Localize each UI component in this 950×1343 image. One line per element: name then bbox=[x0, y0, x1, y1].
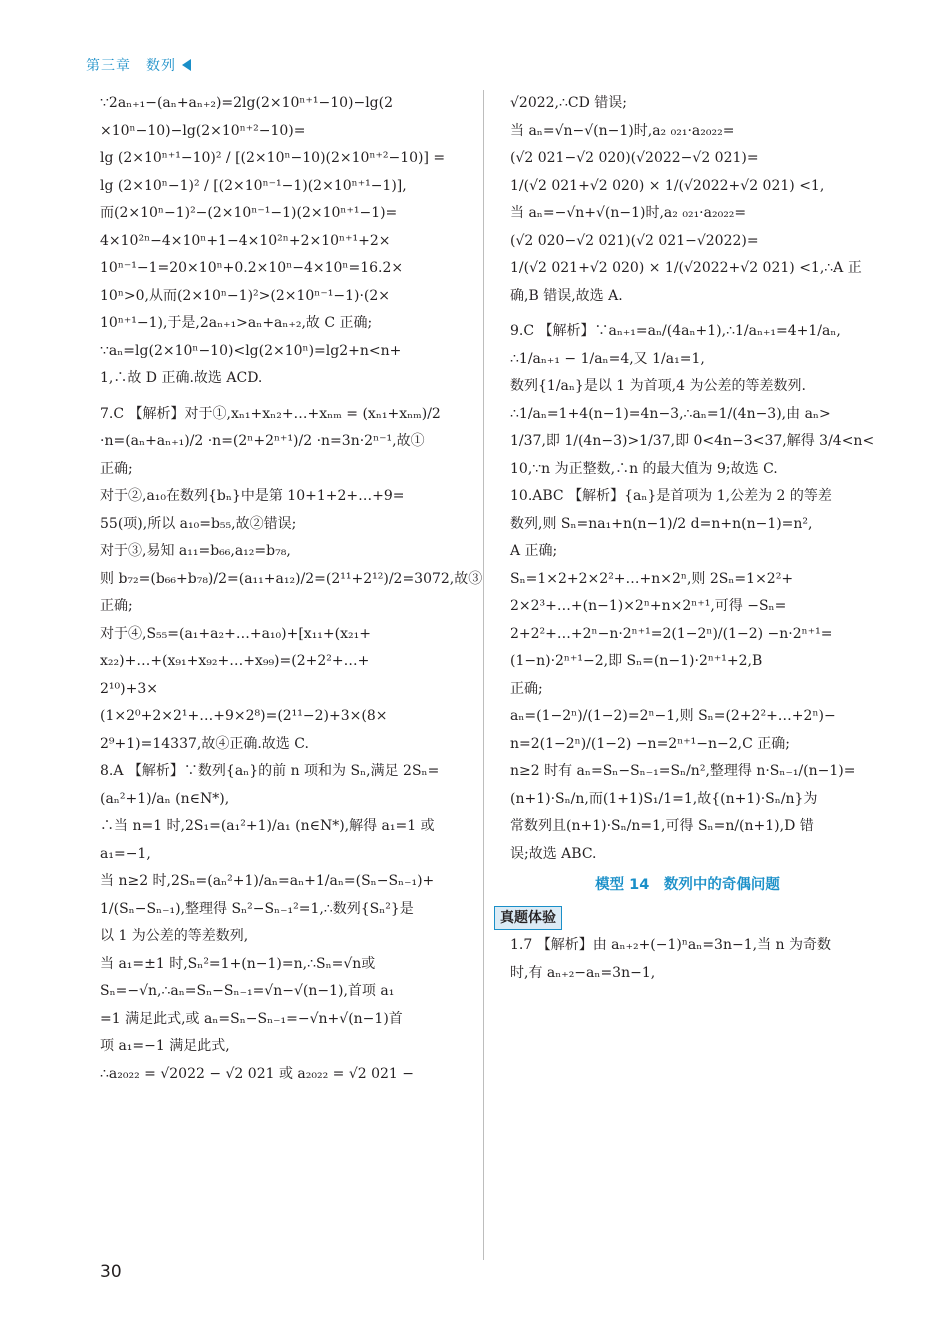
right-after bbox=[510, 932, 865, 987]
text-line: 正确; bbox=[100, 598, 133, 614]
text-line: 项 a₁=−1 满足此式, bbox=[100, 1038, 230, 1054]
text-line: ∵2aₙ₊₁−(aₙ+aₙ₊₂)=2lg(2×10ⁿ⁺¹−10)−lg(2 bbox=[100, 95, 394, 111]
text-line: 7.C 【解析】对于①,xₙ₁+xₙ₂+…+xₙₘ = (xₙ₁+xₙₘ)/2 bbox=[100, 405, 441, 422]
text-line: 确,B 错误,故选 A. bbox=[510, 287, 623, 304]
text-line: ∴a₂₀₂₂ = √2022 − √2 021 或 a₂₀₂₂ = √2 021 − bbox=[100, 1065, 415, 1082]
text-line: ∵aₙ=lg(2×10ⁿ−10)<lg(2×10ⁿ)=lg2+n<n+ bbox=[100, 342, 402, 359]
text-line: 2×2³+…+(n−1)×2ⁿ+n×2ⁿ⁺¹,可得 −Sₙ= bbox=[510, 598, 787, 614]
text-line: 以 1 为公差的等差数列, bbox=[100, 928, 249, 944]
model-title: 模型 14 数列中的奇偶问题 bbox=[595, 877, 780, 893]
text-line: 则 b₇₂=(b₆₆+b₇₈)/2=(a₁₁+a₁₂)/2=(2¹¹+2¹²)/2=3072,故③ bbox=[100, 570, 483, 587]
text-line: A 正确; bbox=[510, 543, 558, 559]
text-line: 9.C 【解析】∵aₙ₊₁=aₙ/(4aₙ+1),∴1/aₙ₊₁=4+1/aₙ, bbox=[510, 323, 841, 339]
chapter-header bbox=[86, 55, 191, 75]
text-line: 当 a₁=±1 时,Sₙ²=1+(n−1)=n,∴Sₙ=√n或 bbox=[100, 955, 376, 972]
text-line: 时,有 aₙ₊₂−aₙ=3n−1, bbox=[510, 964, 656, 981]
text-line: 当 aₙ=√n−√(n−1)时,a₂ ₀₂₁·a₂₀₂₂= bbox=[510, 122, 735, 139]
text-line: (n+1)·Sₙ/n,而(1+1)S₁/1=1,故{(n+1)·Sₙ/n}为 bbox=[510, 790, 818, 807]
text-line: Sₙ=−√n,∴aₙ=Sₙ−Sₙ₋₁=√n−√(n−1),首项 a₁ bbox=[100, 983, 395, 999]
text-line: 数列,则 Sₙ=na₁+n(n−1)/2 d=n+n(n−1)=n², bbox=[510, 515, 813, 532]
text-line: (1×2⁰+2×2¹+…+9×2⁸)=(2¹¹−2)+3×(8× bbox=[100, 708, 388, 724]
text-line: 55(项),所以 a₁₀=b₅₅,故②错误; bbox=[100, 515, 297, 532]
text-line: 1,∴故 D 正确.故选 ACD. bbox=[100, 370, 263, 386]
text-line: (1−n)·2ⁿ⁺¹−2,即 Sₙ=(n−1)·2ⁿ⁺¹+2,B bbox=[510, 653, 763, 669]
text-line: 1/(√2 021+√2 020) × 1/(√2022+√2 021) <1,∴A 正 bbox=[510, 260, 862, 276]
text-line: Sₙ=1×2+2×2²+…+n×2ⁿ,则 2Sₙ=1×2²+ bbox=[510, 570, 794, 587]
text-line: ∴1/aₙ=1+4(n−1)=4n−3,∴aₙ=1/(4n−3),由 aₙ> bbox=[510, 405, 831, 422]
spacer bbox=[100, 393, 460, 401]
text-line: 当 aₙ=−√n+√(n−1)时,a₂ ₀₂₁·a₂₀₂₂= bbox=[510, 205, 747, 221]
text-line: x₂₂)+…+(x₉₁+x₉₂+…+x₉₉)=(2+2²+…+ bbox=[100, 653, 370, 669]
text-line: 10.ABC 【解析】{aₙ}是首项为 1,公差为 2 的等差 bbox=[510, 488, 832, 504]
text-line: 2¹⁰)+3× bbox=[100, 680, 158, 697]
text-line: lg (2×10ⁿ−1)² / [(2×10ⁿ⁻¹−1)(2×10ⁿ⁺¹−1)], bbox=[100, 177, 407, 194]
text-line: 常数列且(n+1)·Sₙ/n=1,可得 Sₙ=n/(n+1),D 错 bbox=[510, 818, 814, 834]
chapter-title: 第三章 数列 bbox=[86, 58, 176, 74]
text-line: 对于②,a₁₀在数列{bₙ}中是第 10+1+2+…+9= bbox=[100, 488, 405, 504]
text-line: lg (2×10ⁿ⁺¹−10)² / [(2×10ⁿ−10)(2×10ⁿ⁺²−10)] = bbox=[100, 150, 446, 166]
text-line: aₙ=(1−2ⁿ)/(1−2)=2ⁿ−1,则 Sₙ=(2+2²+…+2ⁿ)− bbox=[510, 708, 836, 724]
right-main bbox=[510, 90, 875, 868]
text-line: 对于③,易知 a₁₁=b₆₆,a₁₂=b₇₈, bbox=[100, 543, 291, 559]
text-line: √2022,∴CD 错误; bbox=[510, 95, 628, 111]
text-line: 1.7 【解析】由 aₙ₊₂+(−1)ⁿaₙ=3n−1,当 n 为奇数 bbox=[510, 937, 831, 953]
text-line: 2⁹+1)=14337,故④正确.故选 C. bbox=[100, 735, 309, 752]
text-line: ×10ⁿ−10)−lg(2×10ⁿ⁺²−10)= bbox=[100, 122, 306, 139]
section-label: 真题体验 bbox=[494, 906, 562, 930]
column-divider bbox=[483, 90, 484, 1260]
text-line: ·n=(aₙ+aₙ₊₁)/2 ·n=(2ⁿ+2ⁿ⁺¹)/2 ·n=3n·2ⁿ⁻¹,故① bbox=[100, 433, 425, 449]
text-line: 1/(Sₙ−Sₙ₋₁),整理得 Sₙ²−Sₙ₋₁²=1,∴数列{Sₙ²}是 bbox=[100, 900, 414, 917]
text-line: (aₙ²+1)/aₙ (n∈N*), bbox=[100, 790, 230, 807]
text-line: (√2 020−√2 021)(√2 021−√2022)= bbox=[510, 232, 759, 249]
text-line: 误;故选 ABC. bbox=[510, 845, 597, 862]
text-line: 10ⁿ⁻¹−1=20×10ⁿ+0.2×10ⁿ−4×10ⁿ=16.2× bbox=[100, 260, 404, 276]
text-line: 10ⁿ⁺¹−1),于是,2aₙ₊₁>aₙ+aₙ₊₂,故 C 正确; bbox=[100, 315, 373, 331]
text-line: 8.A 【解析】∵数列{aₙ}的前 n 项和为 Sₙ,满足 2Sₙ= bbox=[100, 763, 440, 779]
page-number: 30 bbox=[100, 1262, 122, 1282]
text-line: =1 满足此式,或 aₙ=Sₙ−Sₙ₋₁=−√n+√(n−1)首 bbox=[100, 1010, 403, 1027]
spacer bbox=[510, 310, 865, 318]
text-line: n=2(1−2ⁿ)/(1−2) −n=2ⁿ⁺¹−n−2,C 正确; bbox=[510, 735, 790, 752]
text-line: n≥2 时有 aₙ=Sₙ−Sₙ₋₁=Sₙ/n²,整理得 n·Sₙ₋₁/(n−1)= bbox=[510, 763, 856, 779]
right-column bbox=[500, 90, 875, 987]
text-line: 而(2×10ⁿ−1)²−(2×10ⁿ⁻¹−1)(2×10ⁿ⁺¹−1)= bbox=[100, 205, 398, 221]
text-line: 对于④,S₅₅=(a₁+a₂+…+a₁₀)+[x₁₁+(x₂₁+ bbox=[100, 625, 371, 642]
triangle-left-icon bbox=[182, 59, 191, 71]
text-line: 当 n≥2 时,2Sₙ=(aₙ²+1)/aₙ=aₙ+1/aₙ=(Sₙ−Sₙ₋₁)+ bbox=[100, 873, 435, 889]
left-column bbox=[100, 90, 483, 1088]
text-line: 正确; bbox=[100, 460, 133, 477]
text-line: 2+2²+…+2ⁿ−n·2ⁿ⁺¹=2(1−2ⁿ)/(1−2) −n·2ⁿ⁺¹= bbox=[510, 625, 833, 642]
text-line: 正确; bbox=[510, 680, 543, 697]
text-line: 10ⁿ>0,从而(2×10ⁿ−1)²>(2×10ⁿ⁻¹−1)·(2× bbox=[100, 287, 390, 304]
text-line: 1/37,即 1/(4n−3)>1/37,即 0<4n−3<37,解得 3/4<n< bbox=[510, 433, 875, 449]
text-line: 10,∵n 为正整数,∴n 的最大值为 9;故选 C. bbox=[510, 460, 778, 477]
text-line: 4×10²ⁿ−4×10ⁿ+1−4×10²ⁿ+2×10ⁿ⁺¹+2× bbox=[100, 232, 391, 249]
text-line: ∴1/aₙ₊₁ − 1/aₙ=4,又 1/a₁=1, bbox=[510, 350, 705, 367]
text-line: 数列{1/aₙ}是以 1 为首项,4 为公差的等差数列. bbox=[510, 378, 806, 394]
text-line: a₁=−1, bbox=[100, 845, 151, 862]
text-line: (√2 021−√2 020)(√2022−√2 021)= bbox=[510, 150, 759, 166]
text-line: ∴当 n=1 时,2S₁=(a₁²+1)/a₁ (n∈N*),解得 a₁=1 或 bbox=[100, 818, 435, 834]
text-line: 1/(√2 021+√2 020) × 1/(√2022+√2 021) <1, bbox=[510, 177, 825, 194]
